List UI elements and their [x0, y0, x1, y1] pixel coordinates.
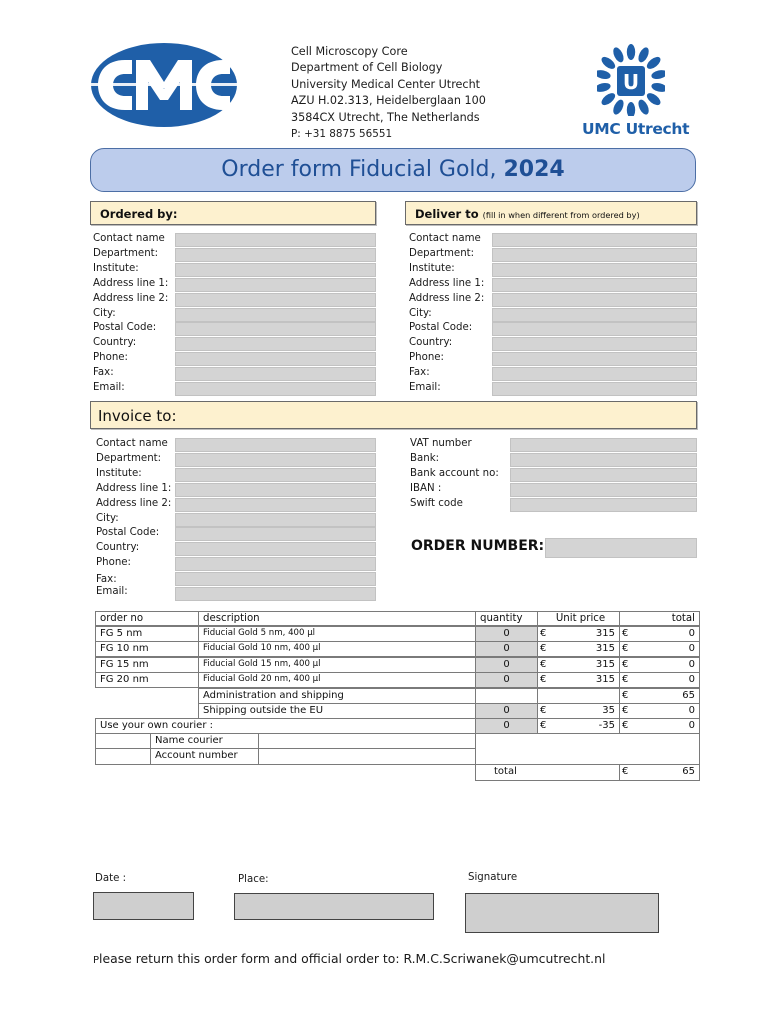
- signature-label: Signature: [468, 872, 518, 883]
- currency-symbol: €: [540, 658, 547, 670]
- description-header: description: [198, 611, 476, 626]
- invoice-to-label: Address line 2:: [96, 497, 172, 509]
- invoice-to-field[interactable]: [175, 438, 376, 452]
- invoice-to-field[interactable]: [175, 542, 376, 556]
- deliver-to-field[interactable]: [492, 367, 697, 381]
- deliver-to-label: Institute:: [409, 262, 455, 274]
- line-total-value: 0: [688, 658, 695, 670]
- shipping-quantity-input[interactable]: 0: [475, 703, 538, 719]
- quantity-input[interactable]: 0: [475, 641, 538, 657]
- courier-blank-cell: [95, 748, 151, 765]
- invoice-to-label: Postal Code:: [96, 527, 160, 539]
- unit-price-value: 315: [595, 674, 615, 686]
- grand-total-label: total: [475, 764, 620, 781]
- invoice-to-field[interactable]: [175, 453, 376, 467]
- deliver-to-field[interactable]: [492, 322, 697, 336]
- cmc-logo: [90, 42, 238, 128]
- ordered-by-field[interactable]: [175, 352, 376, 366]
- line-total: [619, 626, 700, 642]
- invoice-to-field[interactable]: [175, 587, 376, 601]
- product-description: Fiducial Gold 5 nm, 400 µl: [198, 626, 476, 642]
- invoice-to-heading: Invoice to:: [90, 401, 697, 429]
- unit-price-value: 315: [595, 628, 615, 639]
- account-number-field[interactable]: [258, 748, 476, 765]
- unit-price: [537, 626, 620, 642]
- signature-field[interactable]: [465, 893, 659, 933]
- deliver-to-label: Phone:: [409, 352, 444, 364]
- currency-symbol: €: [622, 766, 629, 777]
- quantity-header: quantity: [475, 611, 538, 626]
- deliver-to-note: (fill in when different from ordered by): [482, 210, 640, 220]
- courier-blank-cell: [95, 733, 151, 749]
- ordered-by-field[interactable]: [175, 308, 376, 322]
- ordered-by-label: Institute:: [93, 262, 139, 274]
- place-field[interactable]: [234, 893, 434, 920]
- invoice-to-label: Contact name: [96, 438, 168, 449]
- bank-detail-field[interactable]: [510, 438, 697, 452]
- deliver-to-field[interactable]: [492, 308, 697, 322]
- courier-unit-price: [537, 718, 620, 734]
- invoice-to-field[interactable]: [175, 498, 376, 512]
- order-number-field[interactable]: [545, 538, 697, 558]
- bank-detail-label: VAT number: [410, 438, 472, 449]
- ordered-by-label: Contact name: [93, 233, 165, 244]
- invoice-to-label: City:: [96, 512, 119, 524]
- ordered-by-label: Address line 2:: [93, 292, 169, 304]
- product-description: Fiducial Gold 10 nm, 400 µl: [198, 641, 476, 657]
- deliver-to-label: Email:: [409, 382, 441, 393]
- invoice-to-label: Country:: [96, 542, 140, 554]
- invoice-to-label: Phone:: [96, 557, 131, 569]
- ordered-by-heading: Ordered by:: [90, 201, 376, 225]
- shipping-total: [619, 703, 700, 719]
- admin-description: Administration and shipping: [198, 688, 476, 704]
- date-label: Date :: [95, 873, 127, 884]
- product-code: FG 15 nm: [95, 657, 199, 673]
- unit-price-value: 315: [595, 643, 615, 655]
- deliver-to-field[interactable]: [492, 263, 697, 277]
- address-block: [291, 44, 486, 142]
- ordered-by-label: Postal Code:: [93, 322, 157, 334]
- deliver-to-field[interactable]: [492, 382, 697, 396]
- summary-blank-cell: [475, 733, 700, 765]
- invoice-to-field[interactable]: [175, 483, 376, 497]
- title-year: 2024: [503, 157, 565, 182]
- ordered-by-field[interactable]: [175, 293, 376, 307]
- invoice-to-label: Fax:: [96, 574, 117, 586]
- currency-symbol: €: [540, 643, 547, 655]
- deliver-to-label: Fax:: [409, 367, 430, 379]
- deliver-to-label: Department:: [409, 247, 475, 259]
- date-field[interactable]: [93, 892, 194, 920]
- invoice-to-field[interactable]: [175, 468, 376, 482]
- invoice-to-field[interactable]: [175, 572, 376, 586]
- ordered-by-field[interactable]: [175, 248, 376, 262]
- cmc-logo-text: CMC: [162, 89, 166, 90]
- page-title: Order form Fiducial Gold, 2024: [221, 157, 565, 182]
- courier-total-value: 0: [688, 720, 695, 731]
- ordered-by-label: Country:: [93, 337, 137, 349]
- ordered-by-field[interactable]: [175, 337, 376, 351]
- shipping-unit-price-value: 35: [602, 705, 615, 716]
- currency-symbol: €: [540, 628, 547, 639]
- invoice-to-field[interactable]: [175, 527, 376, 541]
- bank-detail-field[interactable]: [510, 468, 697, 482]
- invoice-to-label: Email:: [96, 586, 128, 597]
- currency-symbol: €: [540, 674, 547, 686]
- deliver-to-field[interactable]: [492, 293, 697, 307]
- shipping-description: Shipping outside the EU: [198, 703, 476, 719]
- deliver-to-field[interactable]: [492, 233, 697, 247]
- ordered-by-field[interactable]: [175, 278, 376, 292]
- unit-price-value: 315: [595, 658, 615, 670]
- ordered-by-label: Fax:: [93, 367, 114, 379]
- deliver-to-heading: Deliver to (fill in when different from ordered by): [405, 201, 697, 225]
- bank-detail-label: IBAN :: [410, 482, 442, 494]
- admin-unit-price: [537, 688, 620, 704]
- place-label: Place:: [238, 874, 269, 885]
- ordered-by-field[interactable]: [175, 233, 376, 247]
- quantity-input[interactable]: 0: [475, 672, 538, 688]
- ordered-by-label: Address line 1:: [93, 277, 169, 289]
- shipping-unit-price: [537, 703, 620, 719]
- invoice-to-field[interactable]: [175, 513, 376, 527]
- deliver-to-label: Country:: [409, 337, 453, 349]
- grand-total-value: 65: [682, 766, 695, 777]
- quantity-input[interactable]: 0: [475, 657, 538, 673]
- deliver-to-label: Contact name: [409, 233, 481, 244]
- return-instructions: Please return this order form and official order to: R.M.C.Scriwanek@umcutrecht.nl: [93, 951, 606, 966]
- product-description: Fiducial Gold 15 nm, 400 µl: [198, 657, 476, 673]
- umc-logo-letter: U: [622, 70, 640, 94]
- line-total-value: 0: [688, 674, 695, 686]
- currency-symbol: €: [622, 705, 629, 716]
- umc-utrecht-seal: [597, 44, 665, 116]
- currency-symbol: €: [622, 643, 629, 655]
- product-code: FG 5 nm: [95, 626, 199, 642]
- address-line: University Medical Center Utrecht: [291, 77, 481, 91]
- admin-quantity: [475, 688, 538, 704]
- bank-detail-field[interactable]: [510, 498, 697, 512]
- ordered-by-field[interactable]: [175, 322, 376, 336]
- umc-utrecht-logo-text: UMC Utrecht: [582, 120, 690, 138]
- ordered-by-label: Phone:: [93, 352, 128, 364]
- ordered-by-field[interactable]: [175, 367, 376, 381]
- deliver-to-field[interactable]: [492, 278, 697, 292]
- ordered-by-label: Email:: [93, 382, 125, 393]
- title-bar: [90, 148, 696, 192]
- account-number-label: Account number: [150, 748, 259, 765]
- ordered-by-label: City:: [93, 307, 116, 319]
- admin-total-value: 65: [682, 690, 695, 701]
- address-line: 3584CX Utrecht, The Netherlands: [291, 110, 480, 124]
- courier-total: [619, 718, 700, 734]
- deliver-to-label: City:: [409, 307, 432, 319]
- bank-detail-label: Swift code: [410, 497, 463, 509]
- address-line: Department of Cell Biology: [291, 61, 443, 75]
- line-total: [619, 641, 700, 657]
- invoice-to-label: Department:: [96, 452, 162, 464]
- grand-total: [619, 764, 700, 781]
- ordered-by-label: Department:: [93, 247, 159, 259]
- invoice-to-label: Address line 1:: [96, 482, 172, 494]
- unit-price: [537, 641, 620, 657]
- currency-symbol: €: [622, 628, 629, 639]
- deliver-to-field[interactable]: [492, 248, 697, 262]
- bank-detail-field[interactable]: [510, 483, 697, 497]
- order-number-label: ORDER NUMBER:: [411, 538, 545, 554]
- bank-detail-label: Bank account no:: [410, 467, 499, 479]
- currency-symbol: €: [622, 690, 629, 701]
- product-code: FG 20 nm: [95, 672, 199, 688]
- admin-total: [619, 688, 700, 704]
- unit-price: [537, 657, 620, 673]
- deliver-to-field[interactable]: [492, 337, 697, 351]
- courier-quantity-input[interactable]: 0: [475, 718, 538, 734]
- courier-label: Use your own courier :: [95, 718, 476, 734]
- deliver-to-field[interactable]: [492, 352, 697, 366]
- ordered-by-field[interactable]: [175, 263, 376, 277]
- unit-price-header: Unit price: [537, 611, 620, 626]
- courier-unit-price-value: -35: [598, 720, 615, 731]
- deliver-to-label: Address line 1:: [409, 277, 485, 289]
- deliver-to-label: Address line 2:: [409, 292, 485, 304]
- product-code: FG 10 nm: [95, 641, 199, 657]
- ordered-by-field[interactable]: [175, 382, 376, 396]
- address-line: P: +31 8875 56551: [291, 128, 393, 141]
- address-line: Cell Microscopy Core: [291, 45, 408, 58]
- bank-detail-field[interactable]: [510, 453, 697, 467]
- product-description: Fiducial Gold 20 nm, 400 µl: [198, 672, 476, 688]
- unit-price: [537, 672, 620, 688]
- currency-symbol: €: [540, 720, 547, 731]
- line-total-value: 0: [688, 643, 695, 655]
- quantity-input[interactable]: 0: [475, 626, 538, 642]
- currency-symbol: €: [622, 658, 629, 670]
- bank-detail-label: Bank:: [410, 452, 440, 464]
- invoice-to-label: Institute:: [96, 467, 142, 479]
- address-line: AZU H.02.313, Heidelberglaan 100: [291, 94, 486, 108]
- line-total: [619, 657, 700, 673]
- deliver-to-label: Postal Code:: [409, 322, 473, 334]
- currency-symbol: €: [622, 720, 629, 731]
- invoice-to-field[interactable]: [175, 557, 376, 571]
- line-total: [619, 672, 700, 688]
- line-total-value: 0: [688, 628, 695, 639]
- shipping-total-value: 0: [688, 705, 695, 716]
- name-courier-field[interactable]: [258, 733, 476, 749]
- currency-symbol: €: [540, 705, 547, 716]
- total-header: total: [619, 611, 700, 626]
- order-no-header: order no: [95, 611, 199, 626]
- name-courier-label: Name courier: [150, 733, 259, 749]
- currency-symbol: €: [622, 674, 629, 686]
